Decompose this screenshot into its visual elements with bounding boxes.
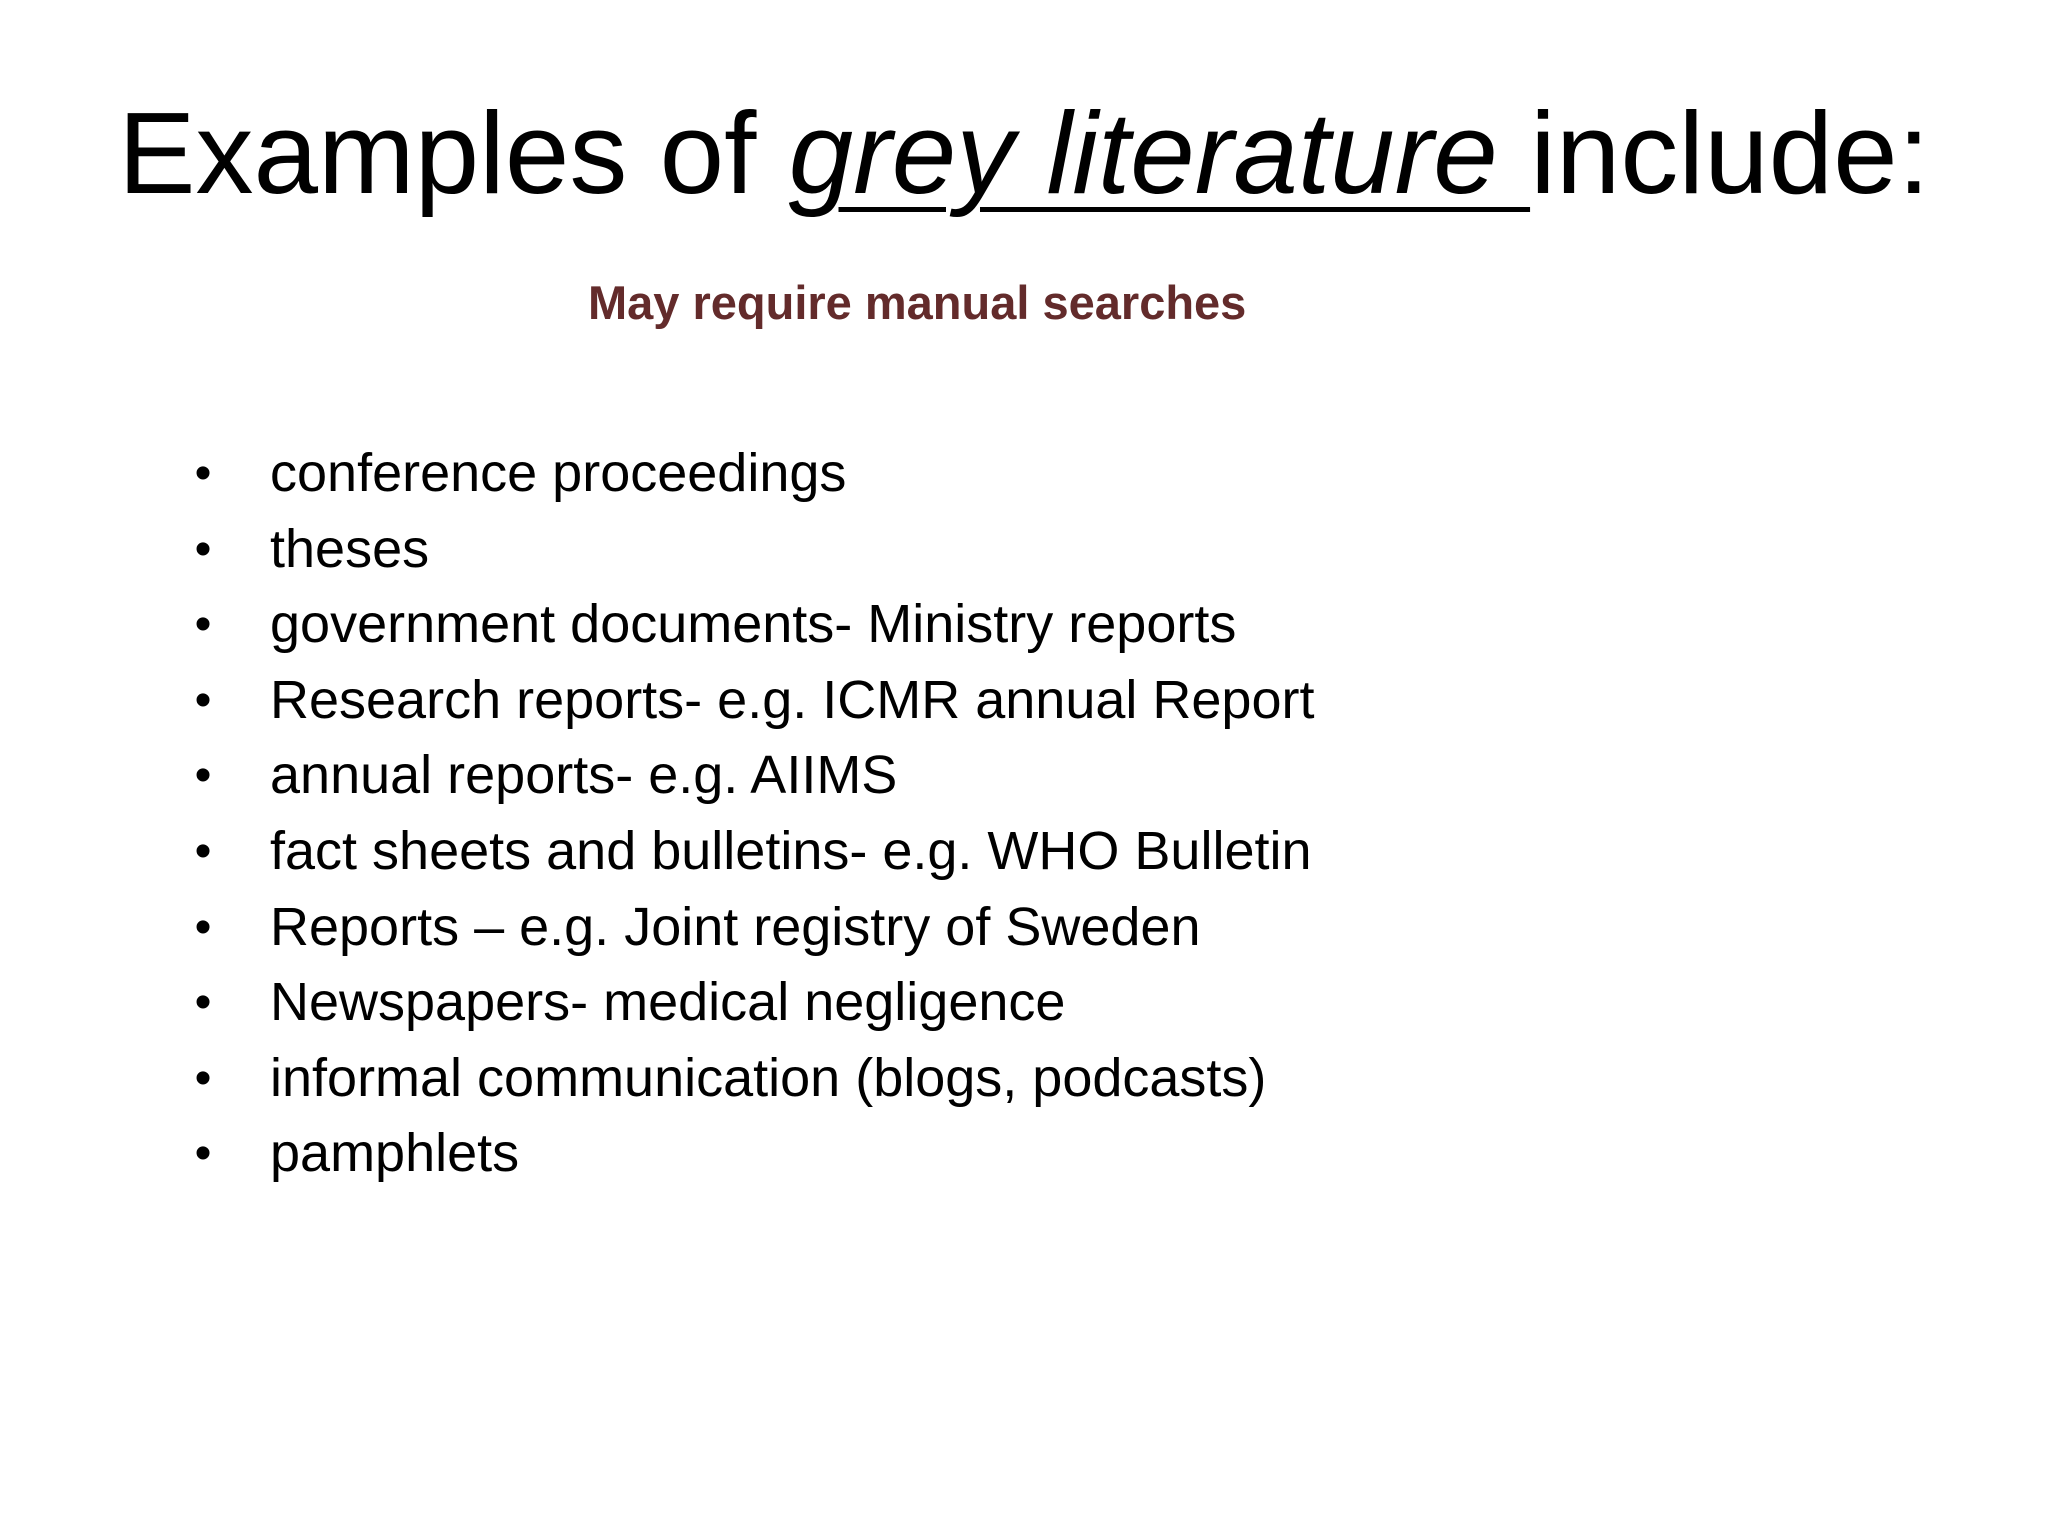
list-item-text: Reports – e.g. Joint registry of Sweden <box>270 896 1201 957</box>
list-item-text: annual reports- e.g. AIIMS <box>270 745 898 806</box>
list-item-text: informal communication (blogs, podcasts) <box>270 1047 1267 1108</box>
list-item-text: conference proceedings <box>270 443 847 503</box>
list-item-text: fact sheets and bulletins- e.g. WHO Bulletin <box>270 820 1312 881</box>
title-emphasis: grey literature <box>788 88 1531 218</box>
bullet-icon: • <box>194 1127 212 1181</box>
bullet-icon: • <box>194 976 212 1030</box>
bullet-icon: • <box>194 673 212 727</box>
slide-title <box>0 78 2048 228</box>
list-item-text: pamphlets <box>270 1123 520 1184</box>
list-item-text: Research reports- e.g. ICMR annual Report <box>270 669 1315 730</box>
bullet-icon: • <box>194 598 212 652</box>
list-item-text: theses <box>270 518 430 579</box>
bullet-icon: • <box>194 447 212 500</box>
slide-subtitle: May require manual searches <box>588 276 1247 329</box>
list-item-text: government documents- Ministry reports <box>270 594 1237 655</box>
bullet-icon: • <box>194 900 212 954</box>
bullet-icon: • <box>194 522 212 576</box>
bullet-icon: • <box>194 824 212 878</box>
title-text-before: Examples of <box>118 88 789 218</box>
title-text-after: include: <box>1530 88 1930 218</box>
bullet-icon: • <box>194 749 212 803</box>
bullet-icon: • <box>194 1051 212 1105</box>
list-item-text: Newspapers- medical negligence <box>270 972 1066 1033</box>
